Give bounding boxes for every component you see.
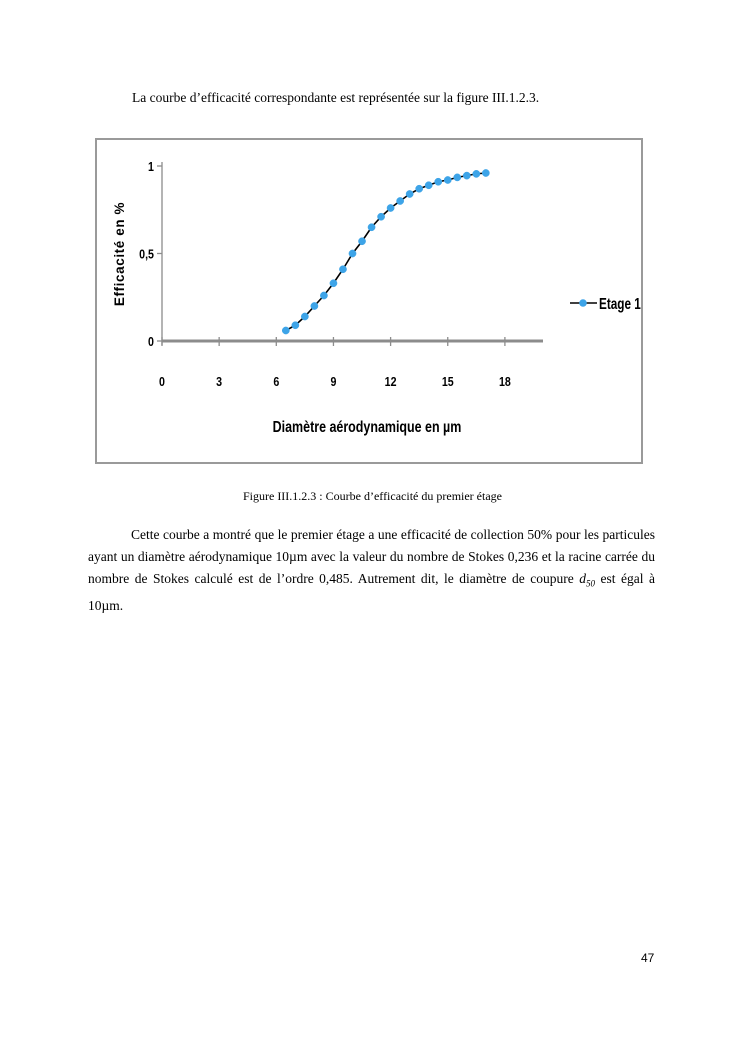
legend-marker bbox=[579, 299, 587, 307]
figure-caption: Figure III.1.2.3 : Courbe d’efficacité du premier étage bbox=[242, 489, 502, 503]
data-point bbox=[463, 172, 470, 179]
data-point bbox=[349, 250, 356, 257]
data-point bbox=[368, 224, 375, 231]
legend-label: Etage 1 bbox=[599, 295, 641, 313]
y-tick-label: 0,5 bbox=[139, 246, 154, 262]
data-point bbox=[473, 170, 480, 177]
data-point bbox=[454, 174, 461, 181]
y-axis-title: Efficacité en % bbox=[112, 201, 127, 307]
data-point bbox=[311, 302, 318, 309]
x-tick-label: 3 bbox=[216, 373, 223, 390]
y-tick-label: 1 bbox=[148, 158, 154, 175]
data-point bbox=[377, 213, 384, 220]
data-point bbox=[339, 266, 346, 273]
data-point bbox=[444, 176, 451, 183]
x-tick-label: 0 bbox=[159, 373, 165, 390]
body-text-end: est égal à 10µm. bbox=[88, 571, 655, 613]
data-point bbox=[397, 197, 404, 204]
body-text-main: Cette courbe a montré que le premier étage a une efficacité de collection 50% pour les particules ayant un diamètre aérodynamique 10µm avec la valeur du nombre de Stokes 0,236 et la racine carrée du nombre de Stokes calculé est de l’ordre 0,485. Autrement dit, le diamètre de coupure bbox=[88, 527, 655, 586]
efficiency-chart bbox=[95, 138, 643, 464]
data-point bbox=[330, 280, 337, 287]
data-point bbox=[292, 322, 299, 329]
data-point bbox=[435, 178, 442, 185]
x-tick-label: 6 bbox=[273, 373, 280, 390]
data-point bbox=[387, 204, 394, 211]
data-point bbox=[320, 292, 327, 299]
d50-subscript: 50 bbox=[586, 578, 595, 589]
body-paragraph bbox=[88, 524, 655, 617]
x-tick-label: 15 bbox=[441, 373, 454, 390]
data-point bbox=[406, 190, 413, 197]
data-point bbox=[301, 313, 308, 320]
data-point bbox=[416, 185, 423, 192]
d50-symbol: d bbox=[579, 571, 586, 586]
x-axis-title: Diamètre aérodynamique en µm bbox=[272, 418, 462, 437]
data-point bbox=[282, 327, 289, 334]
data-point bbox=[425, 182, 432, 189]
x-tick-label: 9 bbox=[330, 373, 337, 390]
x-tick-label: 12 bbox=[384, 373, 397, 390]
x-tick-label: 18 bbox=[498, 373, 511, 390]
data-point bbox=[482, 169, 489, 176]
chart-canvas bbox=[97, 140, 641, 462]
page-number: 47 bbox=[641, 951, 655, 965]
data-point bbox=[358, 238, 365, 245]
intro-sentence: La courbe d’efficacité correspondante est représentée sur la figure III.1.2.3. bbox=[132, 90, 540, 105]
y-tick-label: 0 bbox=[148, 333, 154, 350]
